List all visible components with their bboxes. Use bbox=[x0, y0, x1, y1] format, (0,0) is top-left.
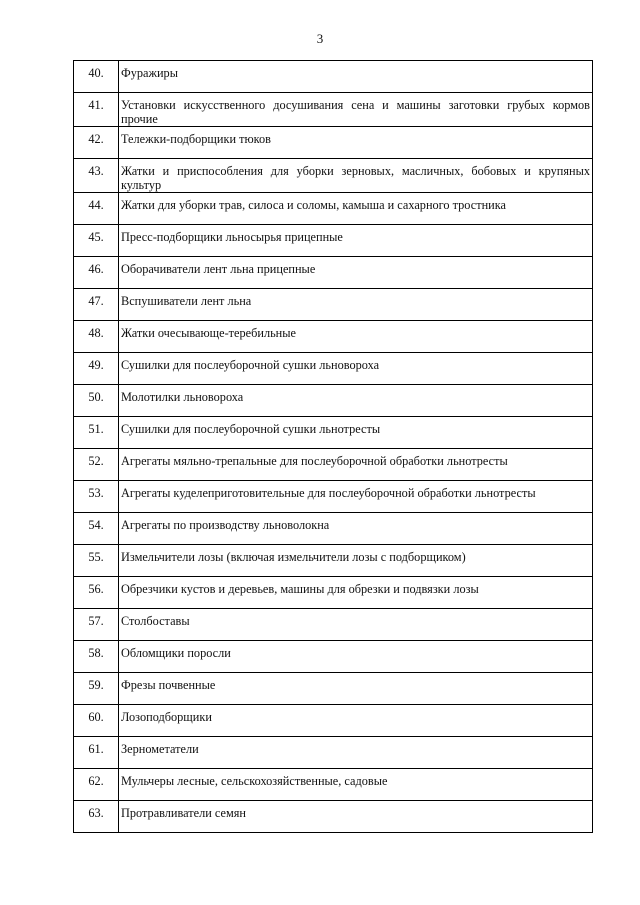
table-row bbox=[74, 737, 593, 769]
row-number: 57. bbox=[74, 609, 119, 641]
row-number: 59. bbox=[74, 673, 119, 705]
row-text: Обломщики поросли bbox=[119, 641, 593, 673]
table-row bbox=[74, 193, 593, 225]
table-row bbox=[74, 673, 593, 705]
row-number: 61. bbox=[74, 737, 119, 769]
row-number: 49. bbox=[74, 353, 119, 385]
row-number: 56. bbox=[74, 577, 119, 609]
row-number: 41. bbox=[74, 93, 119, 127]
row-text: Установки искусственного досушивания сена и машины заготовки грубых кормов прочие bbox=[119, 93, 593, 127]
row-text: Оборачиватели лент льна прицепные bbox=[119, 257, 593, 289]
row-number: 62. bbox=[74, 769, 119, 801]
table-row bbox=[74, 513, 593, 545]
table-row bbox=[74, 257, 593, 289]
row-number: 55. bbox=[74, 545, 119, 577]
table-row bbox=[74, 769, 593, 801]
table-row bbox=[74, 353, 593, 385]
row-text: Молотилки льновороха bbox=[119, 385, 593, 417]
table-row bbox=[74, 609, 593, 641]
row-text: Вспушиватели лент льна bbox=[119, 289, 593, 321]
table-row bbox=[74, 385, 593, 417]
table-row bbox=[74, 225, 593, 257]
row-number: 47. bbox=[74, 289, 119, 321]
table-row bbox=[74, 159, 593, 193]
row-text: Фрезы почвенные bbox=[119, 673, 593, 705]
page-number: 3 bbox=[316, 31, 324, 46]
row-text: Сушилки для послеуборочной сушки льновороха bbox=[119, 353, 593, 385]
row-text: Сушилки для послеуборочной сушки льнотресты bbox=[119, 417, 593, 449]
row-text: Столбоставы bbox=[119, 609, 593, 641]
row-text: Агрегаты мяльно-трепальные для послеуборочной обработки льнотресты bbox=[119, 449, 593, 481]
row-text: Тележки-подборщики тюков bbox=[119, 127, 593, 159]
table-row bbox=[74, 61, 593, 93]
row-text: Лозоподборщики bbox=[119, 705, 593, 737]
row-number: 53. bbox=[74, 481, 119, 513]
row-number: 40. bbox=[74, 61, 119, 93]
row-number: 43. bbox=[74, 159, 119, 193]
row-number: 54. bbox=[74, 513, 119, 545]
row-text: Обрезчики кустов и деревьев, машины для обрезки и подвязки лозы bbox=[119, 577, 593, 609]
row-text: Протравливатели семян bbox=[119, 801, 593, 833]
row-text: Агрегаты куделеприготовительные для послеуборочной обработки льнотресты bbox=[119, 481, 593, 513]
table-row bbox=[74, 705, 593, 737]
table-row bbox=[74, 577, 593, 609]
table-row bbox=[74, 801, 593, 833]
table-row bbox=[74, 641, 593, 673]
table-row bbox=[74, 449, 593, 481]
row-number: 45. bbox=[74, 225, 119, 257]
row-text: Мульчеры лесные, сельскохозяйственные, садовые bbox=[119, 769, 593, 801]
table-row bbox=[74, 481, 593, 513]
row-number: 44. bbox=[74, 193, 119, 225]
table-row bbox=[74, 321, 593, 353]
row-number: 50. bbox=[74, 385, 119, 417]
table-row bbox=[74, 93, 593, 127]
row-number: 58. bbox=[74, 641, 119, 673]
equipment-table bbox=[73, 60, 593, 833]
row-text: Жатки очесывающе-теребильные bbox=[119, 321, 593, 353]
row-text: Зернометатели bbox=[119, 737, 593, 769]
row-text: Измельчители лозы (включая измельчители лозы с подборщиком) bbox=[119, 545, 593, 577]
table-row bbox=[74, 417, 593, 449]
table-row bbox=[74, 289, 593, 321]
row-number: 51. bbox=[74, 417, 119, 449]
row-number: 46. bbox=[74, 257, 119, 289]
row-number: 42. bbox=[74, 127, 119, 159]
row-text: Жатки для уборки трав, силоса и соломы, камыша и сахарного тростника bbox=[119, 193, 593, 225]
row-number: 63. bbox=[74, 801, 119, 833]
row-text: Жатки и приспособления для уборки зерновых, масличных, бобовых и крупяных культур bbox=[119, 159, 593, 193]
row-text: Фуражиры bbox=[119, 61, 593, 93]
row-number: 48. bbox=[74, 321, 119, 353]
row-number: 60. bbox=[74, 705, 119, 737]
table-body bbox=[74, 61, 593, 833]
table-row bbox=[74, 127, 593, 159]
row-number: 52. bbox=[74, 449, 119, 481]
row-text: Пресс-подборщики льносырья прицепные bbox=[119, 225, 593, 257]
table-row bbox=[74, 545, 593, 577]
row-text: Агрегаты по производству льноволокна bbox=[119, 513, 593, 545]
